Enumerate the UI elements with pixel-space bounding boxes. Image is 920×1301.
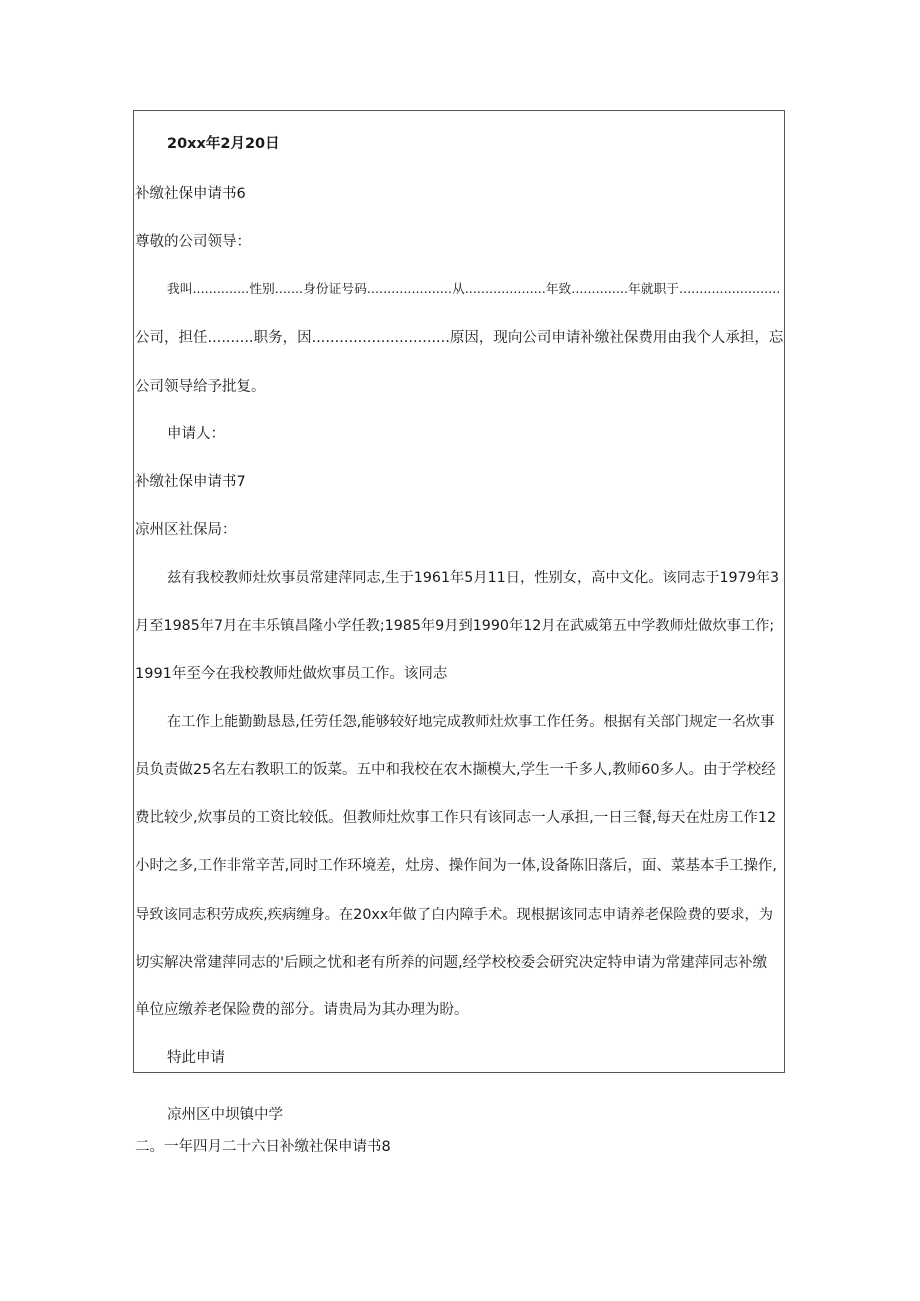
- para2-line4: 小时之多,工作非常辛苦,同时工作环境差，灶房、操作间为一体,设备陈旧落后，面、菜基本手工操作,: [135, 858, 777, 874]
- date-line: 20xx年2月20日: [167, 136, 280, 152]
- para1-line3: 1991年至今在我校教师灶做炊事员工作。该同志: [135, 666, 448, 682]
- para2-line6: 切实解决常建萍同志的'后顾之忧和老有所养的问题,经学校校委会研究决定特申请为常建萍同志补缴: [135, 955, 768, 971]
- para2-line5: 导致该同志积劳成疾,疾病缠身。在20xx年做了白内障手术。现根据该同志申请养老保险费的要求，为: [135, 907, 774, 923]
- body6-line2: 公司，担任..........职务，因..............................原因，现向公司申请补缴社保费用由我个人承担，忘: [135, 330, 784, 346]
- para1-line1: 兹有我校教师灶炊事员常建萍同志,生于1961年5月11日，性别女，高中文化。该同志于1979年3: [167, 570, 780, 586]
- final-line: 二。一年四月二十六日补缴社保申请书8: [135, 1139, 391, 1155]
- signature-school: 凉州区中坝镇中学: [167, 1107, 283, 1123]
- para2-line2: 员负责做25名左右教职工的饭菜。五中和我校在农木撷模大,学生一千多人,教师60多人。由于学校经: [135, 762, 776, 778]
- body6-line1: 我叫..............性别.......身份证号码.....................从....................年致..............年就职于.........................: [167, 282, 781, 297]
- section-title-6: 补缴社保申请书6: [135, 186, 246, 202]
- para2-line3: 费比较少,炊事员的工资比较低。但教师灶炊事工作只有该同志一人承担,一日三餐,每天在灶房工作12: [135, 810, 777, 826]
- salutation-bureau: 凉州区社保局：: [135, 522, 237, 538]
- closing-text: 特此申请: [167, 1050, 225, 1066]
- document-table-frame: [133, 110, 785, 1073]
- applicant-label: 申请人：: [167, 426, 225, 442]
- body6-line3: 公司领导给予批复。: [135, 379, 266, 395]
- salutation-company: 尊敬的公司领导：: [135, 234, 251, 250]
- para2-line1: 在工作上能勤勤恳恳,任劳任怨,能够较好地完成教师灶炊事工作任务。根据有关部门规定一名炊事: [167, 714, 775, 730]
- section-title-7: 补缴社保申请书7: [135, 474, 246, 490]
- para2-line7: 单位应缴养老保险费的部分。请贵局为其办理为盼。: [135, 1002, 469, 1018]
- para1-line2: 月至1985年7月在丰乐镇昌隆小学任教;1985年9月到1990年12月在武威第五中学教师灶做炊事工作;: [135, 618, 775, 634]
